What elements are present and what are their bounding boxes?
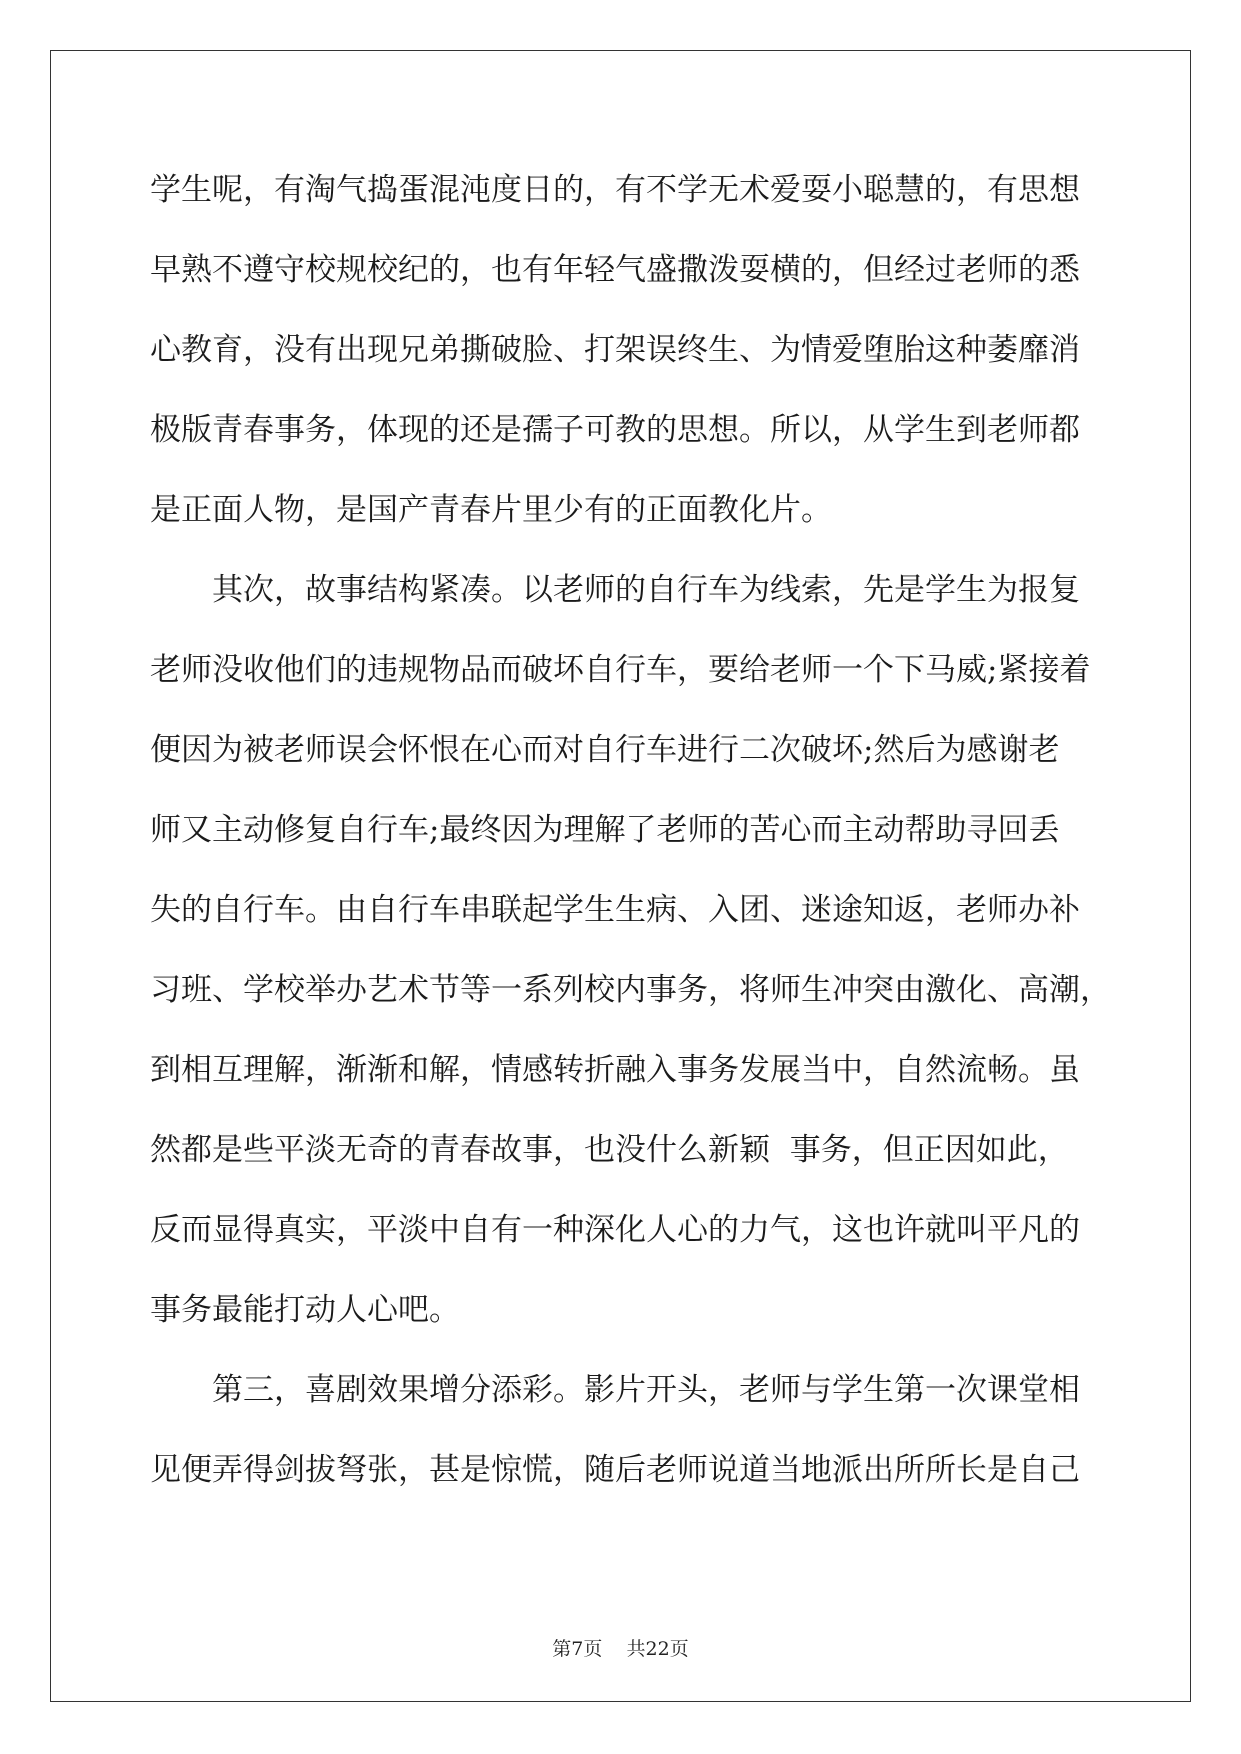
text-line: 到相互理解，渐渐和解，情感转折融入事务发展当中，自然流畅。虽 (150, 1052, 1080, 1088)
text-line: 反而显得真实，平淡中自有一种深化人心的力气，这也许就叫平凡的 (150, 1212, 1080, 1248)
text-line: 然都是些平淡无奇的青春故事，也没什么新颖 事务，但正因如此， (150, 1132, 1069, 1168)
text-line: 习班、学校举办艺术节等一系列校内事务，将师生冲突由激化、高潮， (150, 972, 1111, 1008)
document-body (150, 150, 1111, 1510)
text-line: 便因为被老师误会怀恨在心而对自行车进行二次破坏;然后为感谢老 (150, 732, 1060, 768)
paragraph-first-line: 其次，故事结构紧凑。以老师的自行车为线索，先是学生为报复 (212, 572, 1080, 608)
page-number-footer: 第7页 共22页 (552, 1638, 689, 1660)
text-line: 心教育，没有出现兄弟撕破脸、打架误终生、为情爱堕胎这种萎靡消 (150, 332, 1080, 368)
text-line: 极版青春事务，体现的还是孺子可教的思想。所以，从学生到老师都 (150, 412, 1080, 448)
text-line: 师又主动修复自行车;最终因为理解了老师的苦心而主动帮助寻回丢 (150, 812, 1060, 848)
text-line: 是正面人物，是国产青春片里少有的正面教化片。 (150, 492, 832, 528)
text-line: 早熟不遵守校规校纪的，也有年轻气盛撒泼耍横的，但经过老师的悉 (150, 252, 1080, 288)
text-line: 见便弄得剑拔弩张，甚是惊慌，随后老师说道当地派出所所长是自己 (150, 1452, 1080, 1488)
text-line: 事务最能打动人心吧。 (150, 1292, 460, 1328)
paragraph-first-line: 第三，喜剧效果增分添彩。影片开头，老师与学生第一次课堂相 (212, 1372, 1080, 1408)
text-line: 学生呢，有淘气捣蛋混沌度日的，有不学无术爱耍小聪慧的，有思想 (150, 172, 1080, 208)
text-line: 老师没收他们的违规物品而破坏自行车，要给老师一个下马威;紧接着 (150, 652, 1091, 688)
text-line: 失的自行车。由自行车串联起学生生病、入团、迷途知返，老师办补 (150, 892, 1080, 928)
